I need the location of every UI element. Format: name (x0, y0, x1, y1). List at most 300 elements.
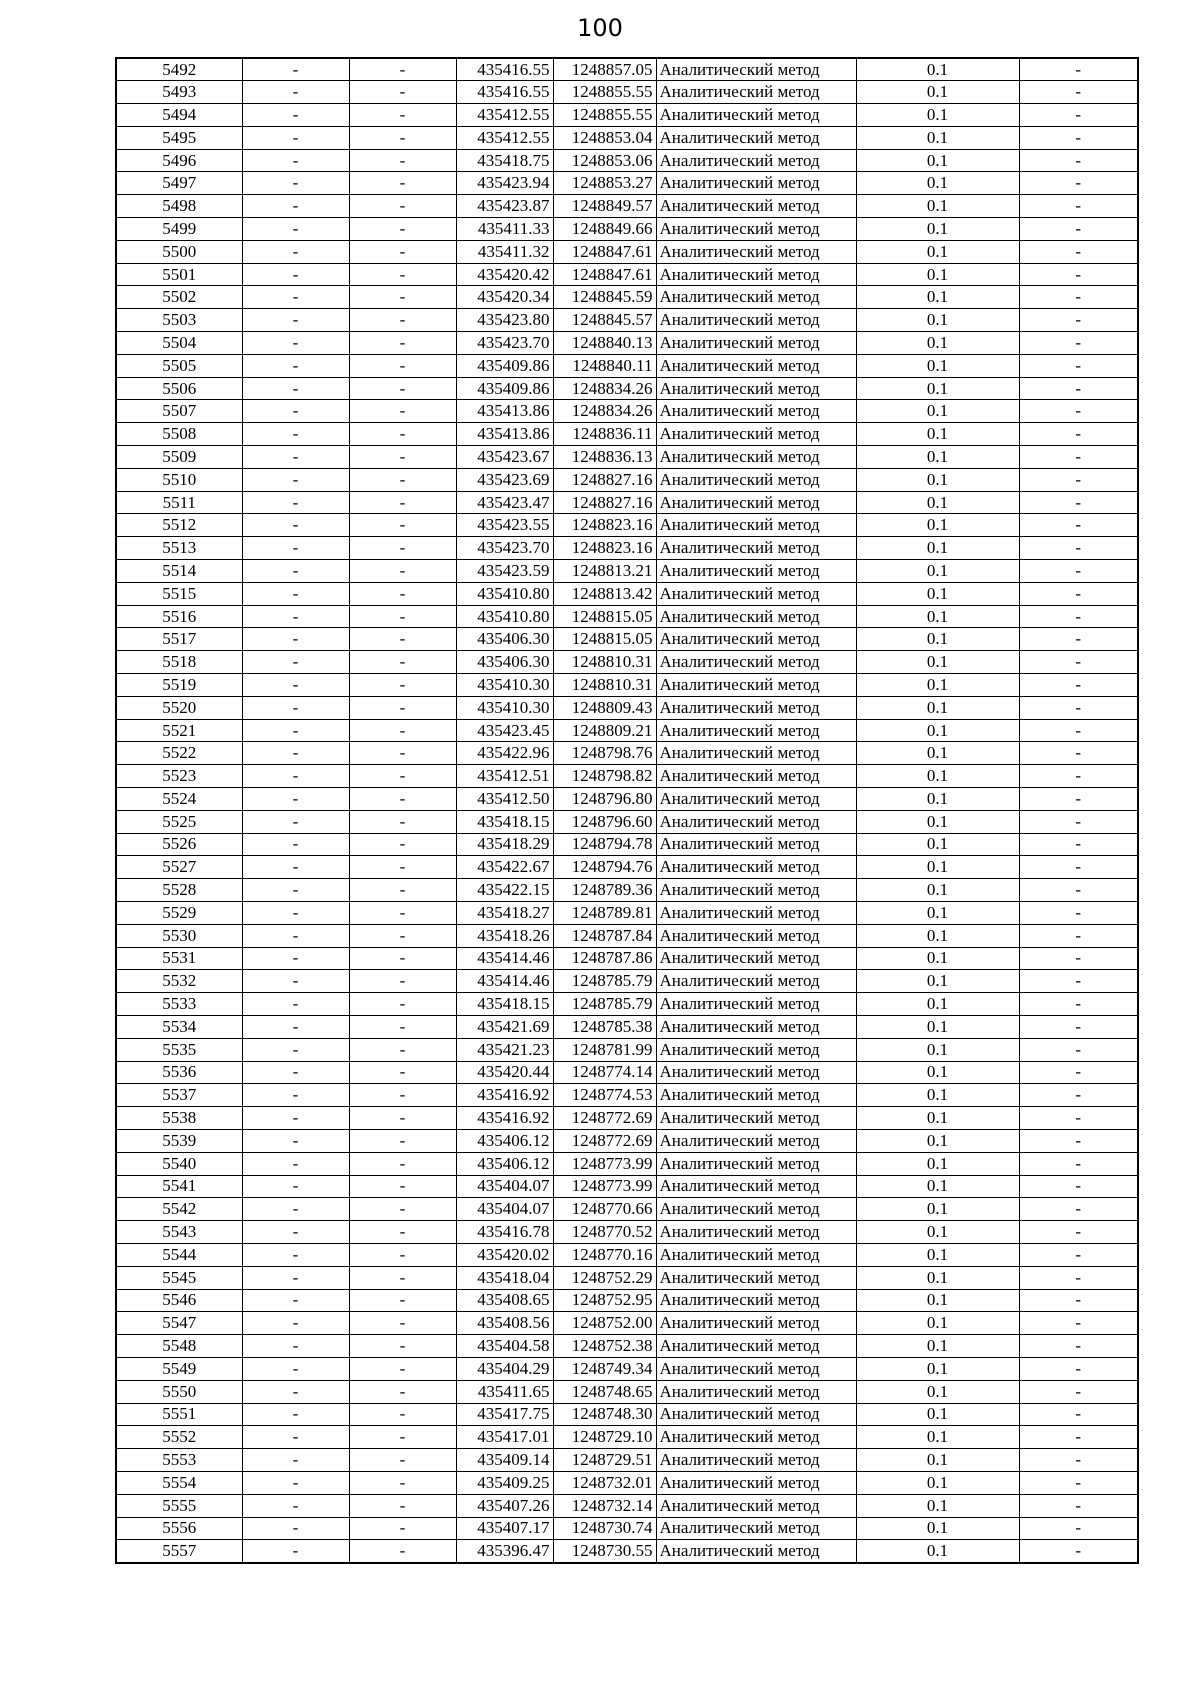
point-number-cell: 5503 (116, 309, 242, 332)
point-number-cell: 5493 (116, 81, 242, 104)
description-cell: - (1019, 1221, 1138, 1244)
accuracy-cell: 0.1 (856, 58, 1019, 81)
description-cell: - (1019, 696, 1138, 719)
table-row (116, 332, 1138, 355)
accuracy-cell: 0.1 (856, 1175, 1019, 1198)
table-row (116, 788, 1138, 811)
point-number-cell: 5557 (116, 1540, 242, 1563)
method-cell: Аналитический метод (656, 924, 856, 947)
table-row (116, 1038, 1138, 1061)
empty-x-cell: - (242, 1015, 349, 1038)
point-number-cell: 5520 (116, 696, 242, 719)
empty-y-cell: - (349, 446, 456, 469)
method-cell: Аналитический метод (656, 149, 856, 172)
point-number-cell: 5519 (116, 674, 242, 697)
empty-x-cell: - (242, 970, 349, 993)
description-cell: - (1019, 309, 1138, 332)
empty-y-cell: - (349, 332, 456, 355)
empty-y-cell: - (349, 377, 456, 400)
x-coordinate-cell: 435404.58 (456, 1335, 553, 1358)
x-coordinate-cell: 435410.30 (456, 674, 553, 697)
description-cell: - (1019, 651, 1138, 674)
empty-x-cell: - (242, 1403, 349, 1426)
accuracy-cell: 0.1 (856, 446, 1019, 469)
y-coordinate-cell: 1248774.14 (553, 1061, 656, 1084)
empty-x-cell: - (242, 879, 349, 902)
table-row (116, 1357, 1138, 1380)
table-row (116, 993, 1138, 1016)
description-cell: - (1019, 879, 1138, 902)
y-coordinate-cell: 1248774.53 (553, 1084, 656, 1107)
table-row (116, 605, 1138, 628)
accuracy-cell: 0.1 (856, 1061, 1019, 1084)
point-number-cell: 5529 (116, 901, 242, 924)
point-number-cell: 5531 (116, 947, 242, 970)
x-coordinate-cell: 435421.69 (456, 1015, 553, 1038)
accuracy-cell: 0.1 (856, 788, 1019, 811)
empty-x-cell: - (242, 240, 349, 263)
empty-x-cell: - (242, 195, 349, 218)
y-coordinate-cell: 1248787.84 (553, 924, 656, 947)
empty-y-cell: - (349, 651, 456, 674)
y-coordinate-cell: 1248772.69 (553, 1107, 656, 1130)
x-coordinate-cell: 435416.55 (456, 81, 553, 104)
method-cell: Аналитический метод (656, 1494, 856, 1517)
description-cell: - (1019, 218, 1138, 241)
empty-y-cell: - (349, 58, 456, 81)
x-coordinate-cell: 435407.17 (456, 1517, 553, 1540)
empty-y-cell: - (349, 879, 456, 902)
accuracy-cell: 0.1 (856, 1517, 1019, 1540)
empty-y-cell: - (349, 833, 456, 856)
method-cell: Аналитический метод (656, 1403, 856, 1426)
empty-x-cell: - (242, 400, 349, 423)
description-cell: - (1019, 901, 1138, 924)
empty-x-cell: - (242, 537, 349, 560)
description-cell: - (1019, 240, 1138, 263)
method-cell: Аналитический метод (656, 1061, 856, 1084)
accuracy-cell: 0.1 (856, 491, 1019, 514)
description-cell: - (1019, 742, 1138, 765)
accuracy-cell: 0.1 (856, 1129, 1019, 1152)
accuracy-cell: 0.1 (856, 286, 1019, 309)
method-cell: Аналитический метод (656, 1449, 856, 1472)
point-number-cell: 5512 (116, 514, 242, 537)
empty-y-cell: - (349, 1494, 456, 1517)
point-number-cell: 5533 (116, 993, 242, 1016)
empty-y-cell: - (349, 1243, 456, 1266)
empty-x-cell: - (242, 1426, 349, 1449)
accuracy-cell: 0.1 (856, 1198, 1019, 1221)
table-row (116, 833, 1138, 856)
y-coordinate-cell: 1248770.66 (553, 1198, 656, 1221)
empty-x-cell: - (242, 377, 349, 400)
description-cell: - (1019, 856, 1138, 879)
x-coordinate-cell: 435418.15 (456, 993, 553, 1016)
table-row (116, 719, 1138, 742)
point-number-cell: 5551 (116, 1403, 242, 1426)
point-number-cell: 5550 (116, 1380, 242, 1403)
x-coordinate-cell: 435408.56 (456, 1312, 553, 1335)
point-number-cell: 5522 (116, 742, 242, 765)
empty-y-cell: - (349, 491, 456, 514)
table-row (116, 1449, 1138, 1472)
empty-y-cell: - (349, 1380, 456, 1403)
x-coordinate-cell: 435404.07 (456, 1198, 553, 1221)
empty-y-cell: - (349, 172, 456, 195)
description-cell: - (1019, 582, 1138, 605)
empty-x-cell: - (242, 605, 349, 628)
table-row (116, 628, 1138, 651)
table-row (116, 1084, 1138, 1107)
table-row (116, 901, 1138, 924)
method-cell: Аналитический метод (656, 400, 856, 423)
y-coordinate-cell: 1248729.51 (553, 1449, 656, 1472)
description-cell: - (1019, 970, 1138, 993)
point-number-cell: 5547 (116, 1312, 242, 1335)
accuracy-cell: 0.1 (856, 1084, 1019, 1107)
accuracy-cell: 0.1 (856, 742, 1019, 765)
empty-x-cell: - (242, 1061, 349, 1084)
y-coordinate-cell: 1248781.99 (553, 1038, 656, 1061)
table-row (116, 1517, 1138, 1540)
point-number-cell: 5536 (116, 1061, 242, 1084)
x-coordinate-cell: 435422.15 (456, 879, 553, 902)
point-number-cell: 5530 (116, 924, 242, 947)
empty-x-cell: - (242, 1175, 349, 1198)
x-coordinate-cell: 435418.27 (456, 901, 553, 924)
accuracy-cell: 0.1 (856, 696, 1019, 719)
y-coordinate-cell: 1248855.55 (553, 104, 656, 127)
point-number-cell: 5552 (116, 1426, 242, 1449)
accuracy-cell: 0.1 (856, 104, 1019, 127)
description-cell: - (1019, 1152, 1138, 1175)
method-cell: Аналитический метод (656, 765, 856, 788)
description-cell: - (1019, 172, 1138, 195)
empty-x-cell: - (242, 1540, 349, 1563)
method-cell: Аналитический метод (656, 628, 856, 651)
empty-x-cell: - (242, 1107, 349, 1130)
method-cell: Аналитический метод (656, 172, 856, 195)
point-number-cell: 5499 (116, 218, 242, 241)
point-number-cell: 5518 (116, 651, 242, 674)
method-cell: Аналитический метод (656, 1540, 856, 1563)
y-coordinate-cell: 1248749.34 (553, 1357, 656, 1380)
method-cell: Аналитический метод (656, 1357, 856, 1380)
description-cell: - (1019, 1335, 1138, 1358)
y-coordinate-cell: 1248815.05 (553, 605, 656, 628)
point-number-cell: 5494 (116, 104, 242, 127)
empty-x-cell: - (242, 651, 349, 674)
x-coordinate-cell: 435423.59 (456, 560, 553, 583)
point-number-cell: 5545 (116, 1266, 242, 1289)
accuracy-cell: 0.1 (856, 1471, 1019, 1494)
empty-y-cell: - (349, 1426, 456, 1449)
empty-x-cell: - (242, 1266, 349, 1289)
empty-y-cell: - (349, 1540, 456, 1563)
point-number-cell: 5507 (116, 400, 242, 423)
accuracy-cell: 0.1 (856, 628, 1019, 651)
point-number-cell: 5498 (116, 195, 242, 218)
method-cell: Аналитический метод (656, 1243, 856, 1266)
empty-x-cell: - (242, 218, 349, 241)
point-number-cell: 5525 (116, 810, 242, 833)
description-cell: - (1019, 1494, 1138, 1517)
method-cell: Аналитический метод (656, 491, 856, 514)
method-cell: Аналитический метод (656, 560, 856, 583)
empty-y-cell: - (349, 1449, 456, 1472)
x-coordinate-cell: 435411.65 (456, 1380, 553, 1403)
x-coordinate-cell: 435418.29 (456, 833, 553, 856)
method-cell: Аналитический метод (656, 788, 856, 811)
empty-x-cell: - (242, 1471, 349, 1494)
table-row (116, 1380, 1138, 1403)
accuracy-cell: 0.1 (856, 1015, 1019, 1038)
empty-y-cell: - (349, 1357, 456, 1380)
empty-y-cell: - (349, 856, 456, 879)
empty-y-cell: - (349, 354, 456, 377)
x-coordinate-cell: 435396.47 (456, 1540, 553, 1563)
description-cell: - (1019, 1084, 1138, 1107)
accuracy-cell: 0.1 (856, 879, 1019, 902)
empty-y-cell: - (349, 1175, 456, 1198)
method-cell: Аналитический метод (656, 514, 856, 537)
accuracy-cell: 0.1 (856, 901, 1019, 924)
empty-y-cell: - (349, 947, 456, 970)
description-cell: - (1019, 514, 1138, 537)
description-cell: - (1019, 1312, 1138, 1335)
y-coordinate-cell: 1248752.29 (553, 1266, 656, 1289)
method-cell: Аналитический метод (656, 1198, 856, 1221)
empty-y-cell: - (349, 1198, 456, 1221)
accuracy-cell: 0.1 (856, 514, 1019, 537)
x-coordinate-cell: 435418.15 (456, 810, 553, 833)
description-cell: - (1019, 1289, 1138, 1312)
accuracy-cell: 0.1 (856, 651, 1019, 674)
empty-x-cell: - (242, 1380, 349, 1403)
x-coordinate-cell: 435423.47 (456, 491, 553, 514)
x-coordinate-cell: 435412.50 (456, 788, 553, 811)
method-cell: Аналитический метод (656, 446, 856, 469)
empty-x-cell: - (242, 423, 349, 446)
point-number-cell: 5537 (116, 1084, 242, 1107)
description-cell: - (1019, 81, 1138, 104)
empty-y-cell: - (349, 901, 456, 924)
x-coordinate-cell: 435416.92 (456, 1084, 553, 1107)
accuracy-cell: 0.1 (856, 332, 1019, 355)
point-number-cell: 5532 (116, 970, 242, 993)
empty-x-cell: - (242, 172, 349, 195)
description-cell: - (1019, 195, 1138, 218)
method-cell: Аналитический метод (656, 1084, 856, 1107)
empty-x-cell: - (242, 810, 349, 833)
empty-y-cell: - (349, 1038, 456, 1061)
y-coordinate-cell: 1248847.61 (553, 263, 656, 286)
empty-y-cell: - (349, 81, 456, 104)
description-cell: - (1019, 126, 1138, 149)
accuracy-cell: 0.1 (856, 400, 1019, 423)
method-cell: Аналитический метод (656, 605, 856, 628)
table-row (116, 924, 1138, 947)
empty-y-cell: - (349, 628, 456, 651)
y-coordinate-cell: 1248810.31 (553, 674, 656, 697)
table-row (116, 651, 1138, 674)
description-cell: - (1019, 446, 1138, 469)
y-coordinate-cell: 1248748.65 (553, 1380, 656, 1403)
table-row (116, 947, 1138, 970)
table-row (116, 1015, 1138, 1038)
empty-x-cell: - (242, 309, 349, 332)
x-coordinate-cell: 435414.46 (456, 970, 553, 993)
point-number-cell: 5513 (116, 537, 242, 560)
description-cell: - (1019, 1380, 1138, 1403)
description-cell: - (1019, 765, 1138, 788)
empty-x-cell: - (242, 993, 349, 1016)
table-row (116, 263, 1138, 286)
y-coordinate-cell: 1248810.31 (553, 651, 656, 674)
accuracy-cell: 0.1 (856, 924, 1019, 947)
point-number-cell: 5535 (116, 1038, 242, 1061)
method-cell: Аналитический метод (656, 81, 856, 104)
table-row (116, 468, 1138, 491)
accuracy-cell: 0.1 (856, 377, 1019, 400)
y-coordinate-cell: 1248827.16 (553, 491, 656, 514)
empty-x-cell: - (242, 126, 349, 149)
table-row (116, 1540, 1138, 1563)
description-cell: - (1019, 628, 1138, 651)
method-cell: Аналитический метод (656, 879, 856, 902)
table-row (116, 1266, 1138, 1289)
description-cell: - (1019, 947, 1138, 970)
accuracy-cell: 0.1 (856, 765, 1019, 788)
accuracy-cell: 0.1 (856, 856, 1019, 879)
empty-x-cell: - (242, 1152, 349, 1175)
y-coordinate-cell: 1248815.05 (553, 628, 656, 651)
table-row (116, 1471, 1138, 1494)
accuracy-cell: 0.1 (856, 1426, 1019, 1449)
x-coordinate-cell: 435406.12 (456, 1129, 553, 1152)
empty-x-cell: - (242, 628, 349, 651)
empty-y-cell: - (349, 195, 456, 218)
description-cell: - (1019, 1471, 1138, 1494)
empty-y-cell: - (349, 126, 456, 149)
accuracy-cell: 0.1 (856, 149, 1019, 172)
empty-y-cell: - (349, 1152, 456, 1175)
y-coordinate-cell: 1248730.55 (553, 1540, 656, 1563)
table-row (116, 195, 1138, 218)
table-row (116, 377, 1138, 400)
accuracy-cell: 0.1 (856, 172, 1019, 195)
page-number: 100 (577, 14, 623, 42)
x-coordinate-cell: 435423.69 (456, 468, 553, 491)
method-cell: Аналитический метод (656, 1015, 856, 1038)
table-row (116, 1335, 1138, 1358)
accuracy-cell: 0.1 (856, 1221, 1019, 1244)
method-cell: Аналитический метод (656, 947, 856, 970)
y-coordinate-cell: 1248730.74 (553, 1517, 656, 1540)
point-number-cell: 5540 (116, 1152, 242, 1175)
empty-x-cell: - (242, 1517, 349, 1540)
x-coordinate-cell: 435412.51 (456, 765, 553, 788)
accuracy-cell: 0.1 (856, 309, 1019, 332)
method-cell: Аналитический метод (656, 651, 856, 674)
description-cell: - (1019, 993, 1138, 1016)
x-coordinate-cell: 435411.33 (456, 218, 553, 241)
empty-y-cell: - (349, 104, 456, 127)
y-coordinate-cell: 1248840.13 (553, 332, 656, 355)
empty-y-cell: - (349, 1403, 456, 1426)
description-cell: - (1019, 468, 1138, 491)
method-cell: Аналитический метод (656, 240, 856, 263)
empty-x-cell: - (242, 1312, 349, 1335)
table-row (116, 970, 1138, 993)
point-number-cell: 5496 (116, 149, 242, 172)
y-coordinate-cell: 1248857.05 (553, 58, 656, 81)
method-cell: Аналитический метод (656, 354, 856, 377)
empty-y-cell: - (349, 810, 456, 833)
point-number-cell: 5555 (116, 1494, 242, 1517)
empty-y-cell: - (349, 696, 456, 719)
y-coordinate-cell: 1248849.57 (553, 195, 656, 218)
x-coordinate-cell: 435417.01 (456, 1426, 553, 1449)
accuracy-cell: 0.1 (856, 1266, 1019, 1289)
empty-x-cell: - (242, 446, 349, 469)
empty-x-cell: - (242, 1084, 349, 1107)
method-cell: Аналитический метод (656, 332, 856, 355)
x-coordinate-cell: 435418.26 (456, 924, 553, 947)
empty-y-cell: - (349, 1129, 456, 1152)
accuracy-cell: 0.1 (856, 468, 1019, 491)
method-cell: Аналитический метод (656, 1426, 856, 1449)
description-cell: - (1019, 1266, 1138, 1289)
x-coordinate-cell: 435423.70 (456, 537, 553, 560)
y-coordinate-cell: 1248813.42 (553, 582, 656, 605)
method-cell: Аналитический метод (656, 126, 856, 149)
method-cell: Аналитический метод (656, 286, 856, 309)
point-number-cell: 5523 (116, 765, 242, 788)
empty-x-cell: - (242, 1038, 349, 1061)
point-number-cell: 5521 (116, 719, 242, 742)
empty-x-cell: - (242, 696, 349, 719)
empty-y-cell: - (349, 1471, 456, 1494)
table-row (116, 491, 1138, 514)
point-number-cell: 5504 (116, 332, 242, 355)
point-number-cell: 5554 (116, 1471, 242, 1494)
description-cell: - (1019, 423, 1138, 446)
table-row (116, 537, 1138, 560)
y-coordinate-cell: 1248840.11 (553, 354, 656, 377)
point-number-cell: 5524 (116, 788, 242, 811)
table-row (116, 1129, 1138, 1152)
x-coordinate-cell: 435406.12 (456, 1152, 553, 1175)
x-coordinate-cell: 435416.55 (456, 58, 553, 81)
table-row (116, 696, 1138, 719)
x-coordinate-cell: 435422.67 (456, 856, 553, 879)
accuracy-cell: 0.1 (856, 674, 1019, 697)
accuracy-cell: 0.1 (856, 993, 1019, 1016)
table-row (116, 582, 1138, 605)
empty-x-cell: - (242, 263, 349, 286)
accuracy-cell: 0.1 (856, 1289, 1019, 1312)
y-coordinate-cell: 1248770.16 (553, 1243, 656, 1266)
empty-y-cell: - (349, 468, 456, 491)
point-number-cell: 5492 (116, 58, 242, 81)
description-cell: - (1019, 263, 1138, 286)
accuracy-cell: 0.1 (856, 947, 1019, 970)
method-cell: Аналитический метод (656, 582, 856, 605)
y-coordinate-cell: 1248785.79 (553, 970, 656, 993)
table-row (116, 240, 1138, 263)
